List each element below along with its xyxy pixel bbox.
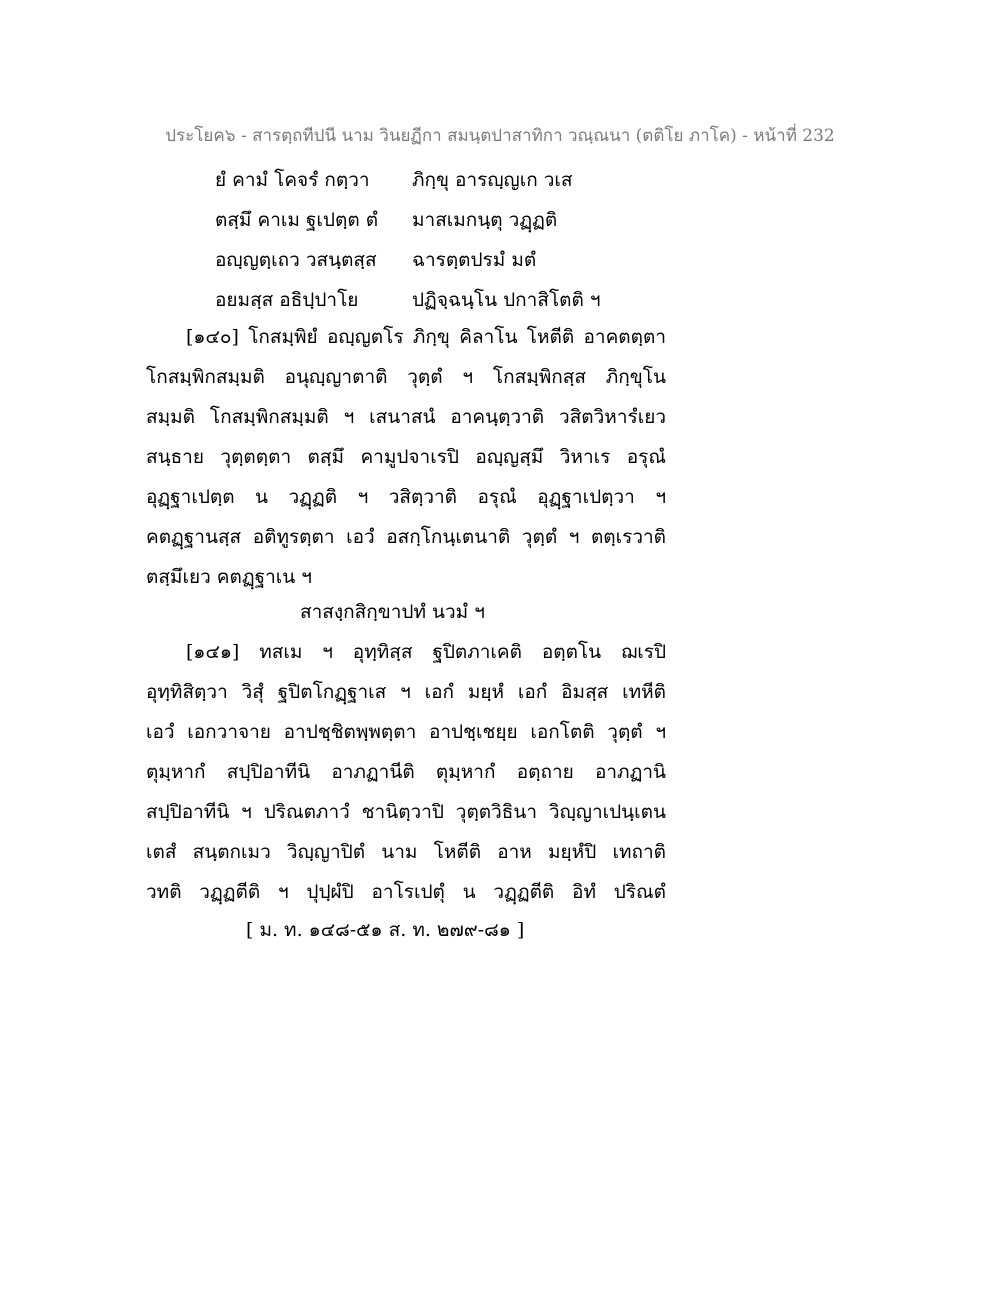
- verse-line: [215, 280, 601, 320]
- verse-second-half: ภิกฺขุ อารญฺญเก วเส: [412, 169, 573, 191]
- paragraph-line: สนฺธาย วุตฺตตฺตา ตสฺมึ คามูปจาเรปิ อญฺญสฺมึ วิหาเร อรุณํ: [146, 446, 666, 468]
- paragraph-line: อุทฺทิสิตฺวา วิสุํ ฐปิตโกฏฺฐาเส ฯ เอกํ มยฺหํ เอกํ อิมสฺส เทหีติ: [146, 681, 666, 703]
- verse-second-half: ปฏิจฺฉนฺโน ปกาสิโตติ ฯ: [412, 289, 601, 311]
- verse-first-half: ยํ คามํ โคจรํ กตฺวา: [215, 169, 370, 191]
- verse-first-half: อยมสฺส อธิปฺปาโย: [215, 289, 359, 311]
- verse-second-half: ฉารตฺตปรมํ มตํ: [412, 249, 537, 271]
- paragraph-line: วทติ วฏฺฏตีติ ฯ ปุปฺผํปิ อาโรเปตุํ น วฏฺฏตีติ อิทํ ปริณตํ: [146, 881, 666, 903]
- paragraph-141: [146, 632, 666, 912]
- paragraph-line: เตสํ สนฺตกเมว วิญฺญาปิตํ นาม โหตีติ อาห มยฺหํปิ เทถาติ: [146, 841, 666, 863]
- page-header: ประโยค๖ - สารตฺถทีปนี นาม วินยฏีกา สมนฺตปาสาทิกา วณฺณนา (ตติโย ภาโค) - หน้าที่ 232: [165, 126, 835, 146]
- verse-line: [215, 240, 601, 280]
- verse-line: [215, 160, 601, 200]
- paragraph-line: [๑๔๐] โกสมฺพิยํ อญฺญตโร ภิกฺขุ คิลาโน โหตีติ อาคตตฺตา: [186, 326, 666, 348]
- section-title: สาสงฺกสิกฺขาปทํ นวมํ ฯ: [300, 601, 485, 623]
- paragraph-line: โกสมฺพิกสมฺมติ อนุญฺญาตาติ วุตฺตํ ฯ โกสมฺพิกสฺส ภิกฺขุโน: [146, 366, 666, 388]
- paragraph-line: สมฺมติ โกสมฺพิกสมฺมติ ฯ เสนาสนํ อาคนฺตฺวาติ วสิตวิหารํเยว: [146, 406, 666, 428]
- paragraph-line: อุฏฺฐาเปตฺต น วฏฺฏติ ฯ วสิตฺวาติ อรุณํ อุฏฺฐาเปตฺวา ฯ: [146, 486, 666, 508]
- verse-second-half: มาสเมกนฺตุ วฏฺฏติ: [412, 209, 558, 231]
- paragraph-line: คตฏฺฐานสฺส อติทูรตฺตา เอวํ อสกฺโกนฺเตนาติ วุตฺตํ ฯ ตตฺเรวาติ: [146, 526, 666, 548]
- paragraph-line: เอวํ เอกวาจาย อาปชฺชิตพฺพตฺตา อาปชฺเชยฺย เอกโตติ วุตฺตํ ฯ: [146, 721, 666, 743]
- paragraph-line: ตสฺมึเยว คตฏฺฐาเน ฯ: [146, 566, 312, 588]
- paragraph-line: ตุมฺหากํ สปฺปิอาทีนิ อาภฏานีติ ตุมฺหากํ อตฺถาย อาภฏานิ: [146, 761, 666, 783]
- reference-citation: [ ม. ท. ๑๔๘-๕๑ ส. ท. ๒๗๙-๘๑ ]: [246, 919, 525, 941]
- verse-first-half: อญฺญตฺเถว วสนฺตสฺส: [215, 249, 377, 271]
- paragraph-line: [๑๔๑] ทสเม ฯ อุทฺทิสฺส ฐปิตภาเคติ อตฺตโน ฌเรปิ: [186, 641, 666, 663]
- paragraph-140: [146, 317, 666, 597]
- verse-first-half: ตสฺมึ คาเม ฐเปตฺต ตํ: [215, 209, 379, 231]
- paragraph-line: สปฺปิอาทีนิ ฯ ปริณตภาวํ ชานิตฺวาปิ วุตฺตวิธินา วิญฺญาเปนฺเตน: [146, 801, 666, 823]
- verse-line: [215, 200, 601, 240]
- verse-block: [215, 160, 601, 320]
